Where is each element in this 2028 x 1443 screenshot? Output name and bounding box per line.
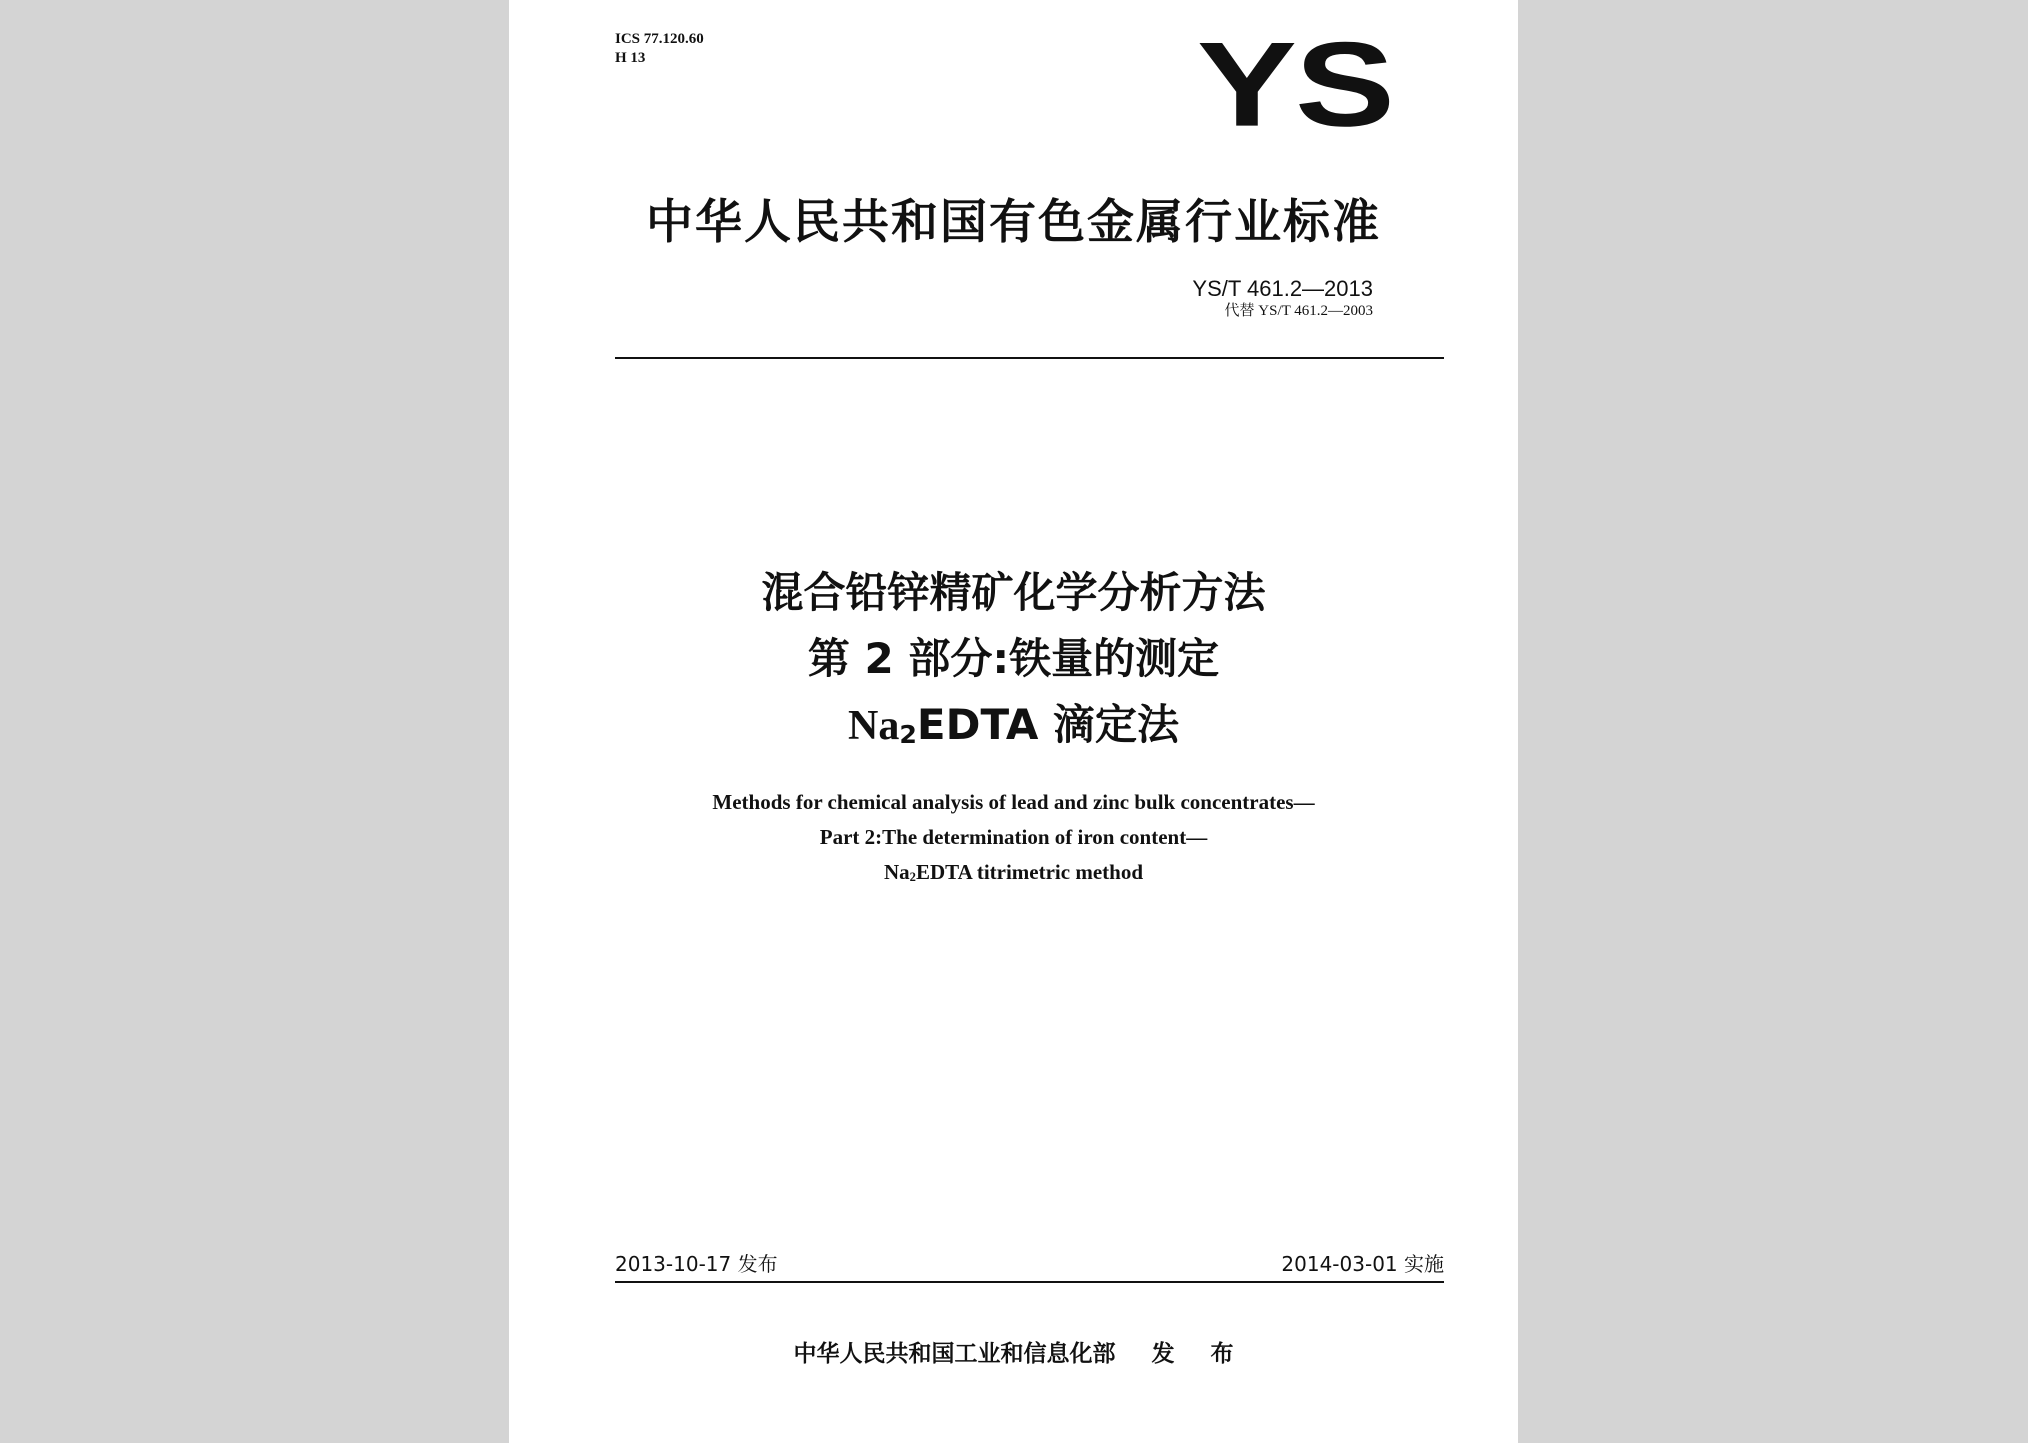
english-title-line-3-sub: 2	[909, 869, 916, 884]
document-page	[509, 0, 1518, 1443]
english-title-line-2: Part 2:The determination of iron content—	[819, 825, 1208, 849]
issuer-line	[509, 1335, 1518, 1368]
standard-category-title: 中华人民共和国有色金属行业标准	[646, 195, 1381, 250]
chinese-title-line-3	[509, 692, 1518, 768]
issuer-name: 中华人民共和国工业和信息化部	[793, 1341, 1116, 1367]
top-divider	[615, 357, 1444, 359]
english-title-line-3	[509, 855, 1518, 895]
standard-code-block	[1192, 276, 1373, 321]
chinese-title-line-3-sub: 2	[899, 719, 917, 749]
chinese-title-line-3-prefix: Na	[848, 703, 900, 749]
english-title-line-3-suffix: EDTA titrimetric method	[915, 860, 1144, 884]
english-title	[509, 785, 1518, 895]
english-title-line-3-prefix: Na	[883, 860, 910, 884]
chinese-title-line-2: 第 2 部分:铁量的测定	[807, 634, 1220, 683]
chinese-title-line-1: 混合铅锌精矿化学分析方法	[761, 568, 1266, 617]
chinese-title-line-3-suffix: EDTA 滴定法	[916, 700, 1179, 749]
ccs-code: H 13	[615, 50, 646, 66]
issue-date: 2013-10-17 发布	[615, 1252, 778, 1276]
ys-logo: YS	[1196, 16, 1393, 152]
bottom-divider	[615, 1281, 1444, 1283]
ics-code: ICS 77.120.60	[615, 31, 704, 47]
replaced-standard: 代替 YS/T 461.2—2003	[1224, 303, 1373, 319]
standard-number: YS/T 461.2—2013	[1192, 276, 1373, 301]
effective-date: 2014-03-01 实施	[1281, 1252, 1444, 1276]
issuer-action: 发 布	[1151, 1341, 1234, 1367]
classification-block	[615, 30, 704, 68]
chinese-title	[509, 560, 1518, 768]
english-title-line-1: Methods for chemical analysis of lead and zinc bulk concentrates—	[712, 790, 1315, 814]
